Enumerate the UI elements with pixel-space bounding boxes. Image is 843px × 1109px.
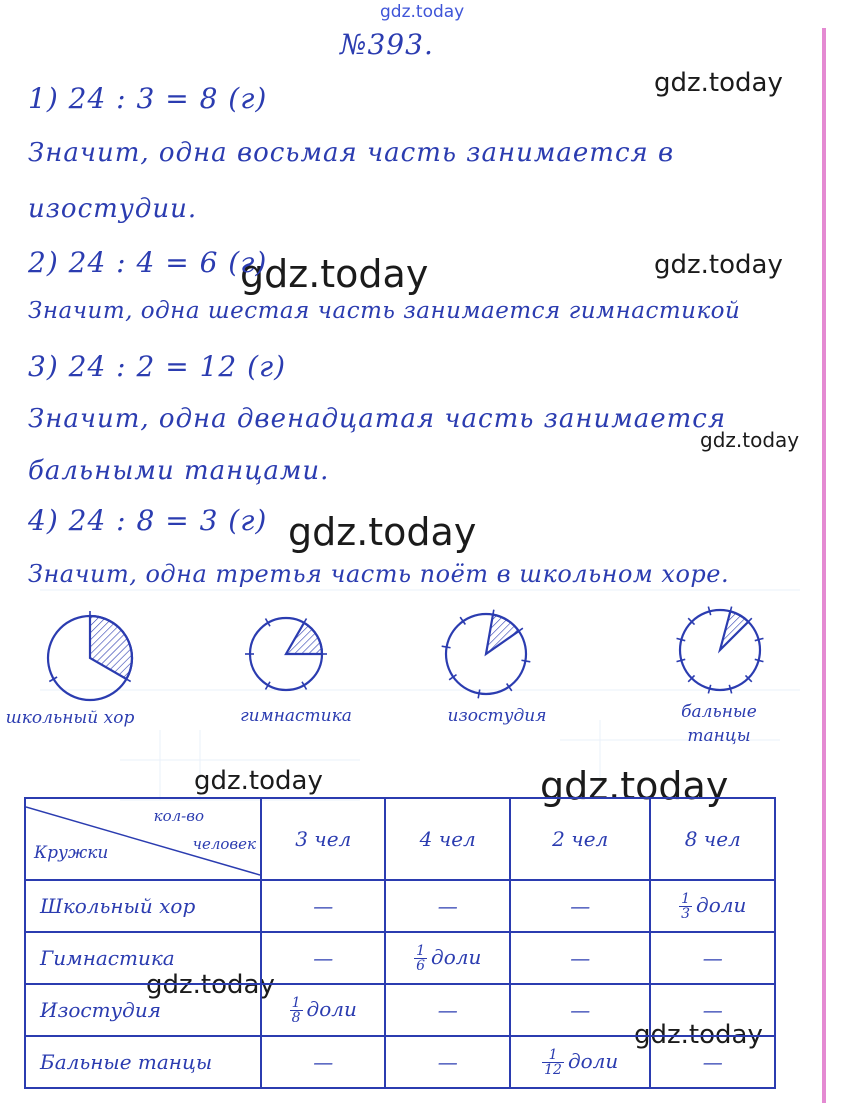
pie-tick <box>677 638 686 640</box>
row-header: Изостудия <box>25 984 261 1036</box>
pie-tick <box>729 685 731 694</box>
clubs-table <box>24 797 776 1089</box>
pie-tick <box>708 685 710 694</box>
table-cell: — <box>385 1036 509 1088</box>
page-margin-line <box>822 28 826 1103</box>
solution-line: Значит, одна двенадцатая часть занимается <box>28 404 727 434</box>
pie-tick <box>478 689 480 698</box>
watermark: gdz.today <box>654 250 783 280</box>
solution-line: бальными танцами. <box>28 456 330 486</box>
watermark: gdz.today <box>146 970 275 1000</box>
solution-line: 4) 24 : 8 = 3 (г) <box>28 504 268 537</box>
table-cell: — <box>261 932 385 984</box>
table-row <box>25 932 775 984</box>
fraction <box>542 1048 564 1077</box>
row-header: Гимнастика <box>25 932 261 984</box>
fraction-numerator: 1 <box>681 890 691 907</box>
table-cell: — <box>650 932 775 984</box>
pie-tick <box>755 659 764 661</box>
table-row <box>25 1036 775 1088</box>
table-corner-cell <box>25 798 261 880</box>
table-cell: — <box>510 984 651 1036</box>
solution-line: Значит, одна восьмая часть занимается в <box>28 138 675 168</box>
watermark: gdz.today <box>540 764 729 808</box>
table-cell: — <box>510 880 651 932</box>
fraction <box>414 944 427 973</box>
watermark: gdz.today <box>700 428 800 452</box>
table-header-row <box>25 798 775 880</box>
solution-line: изостудии. <box>28 194 198 224</box>
fraction-word: доли <box>696 892 747 917</box>
fraction-numerator: 1 <box>291 994 301 1011</box>
pie-label-choir: школьный хор <box>5 708 135 728</box>
pie-tick <box>521 660 530 662</box>
table-cell <box>650 880 775 932</box>
corner-label-right: человек <box>192 835 256 853</box>
fraction-denominator: 3 <box>681 905 691 922</box>
fraction-word: доли <box>567 1048 619 1073</box>
fraction-denominator: 12 <box>544 1061 562 1078</box>
pie-choir <box>42 610 138 706</box>
pie-ballroom <box>674 604 766 696</box>
pie-label-gymnastics: гимнастика <box>240 706 352 726</box>
fraction <box>290 996 303 1025</box>
fraction <box>679 892 692 921</box>
fraction-word: доли <box>306 996 357 1021</box>
table-cell: — <box>650 1036 775 1088</box>
pie-shaded-sector <box>90 616 132 679</box>
column-header: 2 чел <box>510 798 651 880</box>
watermark: gdz.today <box>288 510 477 554</box>
fraction-word: доли <box>431 944 482 969</box>
watermark: gdz.today <box>634 1020 763 1050</box>
fraction-numerator: 1 <box>416 942 426 959</box>
table-cell: — <box>261 1036 385 1088</box>
column-header: 8 чел <box>650 798 775 880</box>
pie-tick <box>708 607 710 616</box>
pie-shaded-sector <box>486 615 519 654</box>
watermark: gdz.today <box>240 252 429 296</box>
pie-label-ballroom: бальные танцы <box>681 702 757 746</box>
table-cell <box>261 984 385 1036</box>
table-cell: — <box>261 880 385 932</box>
table-cell: — <box>385 984 509 1036</box>
table-cell <box>385 932 509 984</box>
table-cell: — <box>650 984 775 1036</box>
pie-shaded-sector <box>286 623 322 654</box>
table-cell: — <box>385 880 509 932</box>
fraction-numerator: 1 <box>542 1048 564 1063</box>
column-header: 3 чел <box>261 798 385 880</box>
pie-tick <box>442 646 451 648</box>
watermark: gdz.today <box>194 766 323 796</box>
table-row <box>25 880 775 932</box>
solution-line: 2) 24 : 4 = 6 (г) <box>28 246 268 279</box>
table-cell <box>510 1036 651 1088</box>
watermark: gdz.today <box>654 68 783 98</box>
pie-art-studio <box>440 608 532 700</box>
pie-tick <box>677 659 686 661</box>
solution-line: 3) 24 : 2 = 12 (г) <box>28 350 287 383</box>
table-row <box>25 984 775 1036</box>
watermark-top: gdz.today <box>380 2 465 22</box>
row-header: Школьный хор <box>25 880 261 932</box>
column-header: 4 чел <box>385 798 509 880</box>
solution-line: 1) 24 : 3 = 8 (г) <box>28 82 268 115</box>
corner-label-top: кол-во <box>153 807 204 825</box>
pie-tick <box>755 638 764 640</box>
table-cell: — <box>510 932 651 984</box>
fraction-denominator: 8 <box>291 1009 301 1026</box>
pie-label-art-studio: изостудия <box>447 706 547 726</box>
solution-line: Значит, одна шестая часть занимается гимнастикой <box>28 298 741 324</box>
solution-line: Значит, одна третья часть поёт в школьном хоре. <box>28 560 730 588</box>
fraction-denominator: 6 <box>416 957 426 974</box>
exercise-number: №393. <box>340 28 434 61</box>
row-header: Бальные танцы <box>25 1036 261 1088</box>
pie-gymnastics <box>244 612 328 696</box>
corner-label-left: Кружки <box>34 843 109 863</box>
